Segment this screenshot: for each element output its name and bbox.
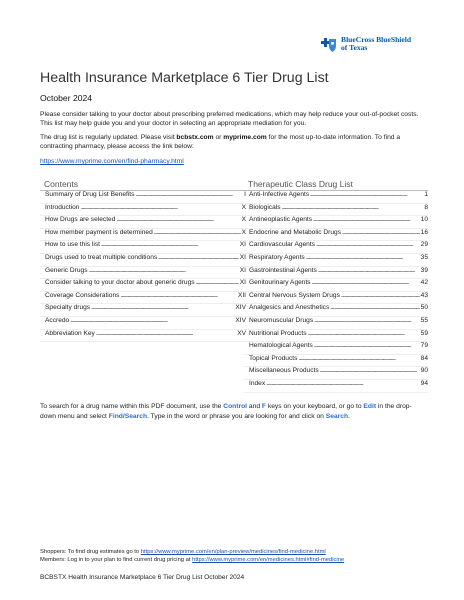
leader-dots (282, 204, 424, 211)
toc-entry-page: XIV (235, 316, 246, 324)
toc-entry[interactable] (244, 267, 428, 280)
toc-entry[interactable] (40, 304, 246, 317)
toc-entry-page: 94 (420, 379, 428, 387)
toc-entry[interactable] (241, 228, 428, 242)
leader-dots (342, 229, 420, 236)
toc-entry-title: Genitourinary Agents (249, 279, 311, 287)
toc-entry-title: How member payment is determined (45, 228, 153, 236)
toc-entry-title: Respiratory Agents (249, 253, 305, 261)
toc-entry-title: Coverage Considerations (45, 291, 120, 299)
toc-entry-page: X (241, 228, 246, 236)
toc-entry[interactable] (244, 380, 428, 393)
toc-entry-page: XV (237, 329, 246, 337)
leader-dots (158, 254, 239, 261)
toc-entry[interactable] (244, 292, 428, 305)
leader-dots (120, 292, 237, 299)
document-title: Health Insurance Marketplace 6 Tier Drug List (40, 70, 329, 86)
toc-entry-page: XIV (235, 304, 246, 312)
search-word: Search (325, 412, 349, 420)
toc-entry[interactable] (40, 330, 246, 343)
leader-dots (312, 279, 420, 286)
toc-entry-page: 55 (420, 316, 428, 324)
toc-entry[interactable] (244, 330, 428, 343)
leader-dots (318, 267, 420, 274)
toc-entry-page: XI (239, 279, 246, 287)
toc-entry-title: Drugs used to treat multiple conditions (45, 253, 158, 261)
leader-dots (320, 367, 420, 374)
leader-dots (89, 267, 239, 274)
toc-entry-page: X (241, 216, 246, 224)
toc-entry-page: XII (237, 291, 246, 299)
shield-icon (329, 39, 336, 52)
toc-entry[interactable] (40, 216, 246, 229)
toc-entry[interactable] (40, 279, 246, 292)
toc-entry-title: Consider talking to your doctor about generic drugs (45, 279, 195, 287)
find-pharmacy-link[interactable]: https://www.myprime.com/en/find-pharmacy.html (40, 158, 184, 165)
leader-dots (341, 292, 420, 299)
intro-paragraph: Please consider talking to your doctor about prescribing preferred medications, which may help reduce your out-of-pocket costs. This list may help guide you and your doctor in selecting an appropriate mediation for you. (40, 111, 419, 128)
leader-dots (101, 241, 239, 248)
leader-dots (310, 191, 423, 198)
toc-entry[interactable] (244, 355, 428, 368)
toc-entry-page: 59 (420, 329, 428, 337)
toc-entry[interactable] (40, 241, 246, 254)
toc-entry[interactable] (244, 191, 428, 204)
leader-dots (306, 254, 420, 261)
toc-entry-title: Biologicals (249, 203, 281, 211)
toc-entry[interactable] (40, 191, 246, 204)
toc-entry-title: Summary of Drug List Benefits (45, 191, 135, 198)
myprime-site: myprime.com (223, 134, 267, 141)
toc-entry[interactable] (241, 203, 428, 217)
search-instructions: To search for a drug name within this PDF document, use the Control and F keys on your keyboard, or go to Edit in the drop-down menu and select Find/Search. Type in the word or phrase you are looking for and click on Search. (40, 403, 412, 420)
leader-dots (91, 304, 234, 311)
leader-dots (80, 204, 240, 211)
toc-entry-title: Antineoplastic Agents (249, 216, 313, 224)
toc-entry[interactable] (244, 342, 428, 355)
toc-entry[interactable] (244, 279, 428, 292)
toc-entry[interactable] (244, 304, 428, 317)
cross-icon (318, 36, 338, 53)
toc-entry-page: 1 (424, 191, 428, 198)
toc-entry-title: Index (249, 379, 266, 387)
toc-entry-title: Specialty drugs (45, 304, 91, 312)
toc-entry-page: 16 (420, 228, 428, 236)
toc-entry-title: Neuromuscular Drugs (249, 316, 314, 324)
toc-entry-page: 39 (420, 266, 428, 274)
contents-heading: Contents (40, 177, 246, 191)
leader-dots (70, 317, 234, 324)
leader-dots (196, 279, 239, 286)
leader-dots (308, 330, 420, 337)
control-key: Control (223, 403, 248, 410)
toc-entry[interactable] (244, 367, 428, 380)
toc-entry-page: XI (239, 241, 246, 249)
leader-dots (266, 380, 420, 387)
toc-entry[interactable] (244, 254, 428, 267)
toc-entry-title: Analgesics and Anesthetics (249, 304, 330, 312)
logo-line2: of Texas (341, 43, 368, 53)
page-footer: BCBSTX Health Insurance Marketplace 6 Tier Drug List October 2024 (40, 574, 245, 581)
members-note: Members: Log in to your plan to find current drug pricing at https://www.myprime.com/en/medicines.html#find-medicine (40, 557, 345, 563)
toc-entry[interactable] (244, 317, 428, 330)
toc-entry-title: Nutritional Products (249, 329, 307, 337)
toc-entry-page: 8 (424, 203, 428, 211)
find-search: Find/Search (108, 412, 148, 420)
leader-dots (316, 241, 420, 248)
toc-entry-title: Gastrointestinal Agents (249, 266, 317, 274)
toc-entry[interactable] (40, 292, 246, 305)
update-paragraph: The drug list is regularly updated. Please visit bcbstx.com or myprime.com for the most up-to-date information. To find a contracting pharmacy, please access the link below: (40, 134, 401, 151)
leader-dots (314, 342, 420, 349)
toc-entry-title: Cardiovascular Agents (249, 241, 315, 249)
toc-entry-page: 43 (420, 291, 428, 299)
toc-entry[interactable] (40, 229, 246, 242)
leader-dots (154, 229, 241, 236)
toc-entry-title: Endocrine and Metabolic Drugs (249, 228, 341, 236)
toc-entry-title: Generic Drugs (45, 266, 88, 274)
toc-entry-page: 84 (420, 354, 428, 362)
toc-entry[interactable] (244, 241, 428, 254)
edit-menu: Edit (363, 403, 377, 410)
f-key: F (261, 403, 267, 410)
leader-dots (298, 355, 419, 362)
leader-dots (313, 216, 420, 223)
toc-entry-page: 50 (420, 304, 428, 312)
shoppers-note: Shoppers: To find drug estimates go to https://www.myprime.com/en/plan-preview/medicines/find-medicine.html (40, 549, 326, 555)
toc-entry-title: Accredo (45, 316, 70, 324)
toc-entry-page: XI (239, 266, 246, 274)
toc-entry-page: 29 (420, 241, 428, 249)
leader-dots (330, 304, 419, 311)
shoppers-link[interactable]: https://www.myprime.com/en/plan-preview/medicines/find-medicine.html (140, 549, 326, 555)
toc-entry-title: Introduction (45, 203, 80, 211)
members-link[interactable]: https://www.myprime.com/en/medicines.html#find-medicine (192, 557, 345, 563)
toc-entry-title: Hematological Agents (249, 342, 313, 350)
toc-entry-title: How to use this list (45, 241, 100, 249)
toc-entry-page: 90 (420, 367, 428, 375)
leader-dots (116, 216, 240, 223)
toc-entry-page: 79 (420, 342, 428, 350)
therapeutic-heading: Therapeutic Class Drug List (244, 177, 428, 191)
logo-line1: BlueCross BlueShield (341, 35, 412, 44)
toc-entry-page: 42 (420, 279, 428, 287)
toc-entry[interactable] (40, 317, 246, 330)
leader-dots (96, 330, 236, 337)
toc-entry-title: Miscellaneous Products (249, 367, 319, 375)
toc-entry[interactable] (241, 216, 428, 229)
toc-entry-page: I (244, 191, 246, 198)
contents-section (40, 177, 246, 342)
toc-entry-page: 10 (420, 216, 428, 224)
toc-entry-title: How Drugs are selected (45, 216, 116, 224)
toc-entry-page: X (241, 203, 246, 211)
leader-dots (135, 191, 243, 198)
document-date: October 2024 (40, 93, 93, 103)
toc-entry-title: Central Nervous System Drugs (249, 291, 340, 299)
toc-entry-page: 35 (420, 253, 428, 261)
bcbs-logo (318, 36, 411, 53)
toc-entry-title: Abbreviation Key (45, 329, 95, 337)
leader-dots (314, 317, 420, 324)
bcbstx-site: bcbstx.com (176, 134, 214, 141)
toc-entry[interactable] (40, 204, 246, 217)
toc-entry-page: XI (239, 253, 246, 261)
toc-entry[interactable] (40, 254, 246, 267)
toc-entry[interactable] (40, 267, 246, 280)
toc-entry-title: Anti-Infective Agents (249, 191, 310, 198)
toc-entry-title: Topical Products (249, 354, 298, 362)
